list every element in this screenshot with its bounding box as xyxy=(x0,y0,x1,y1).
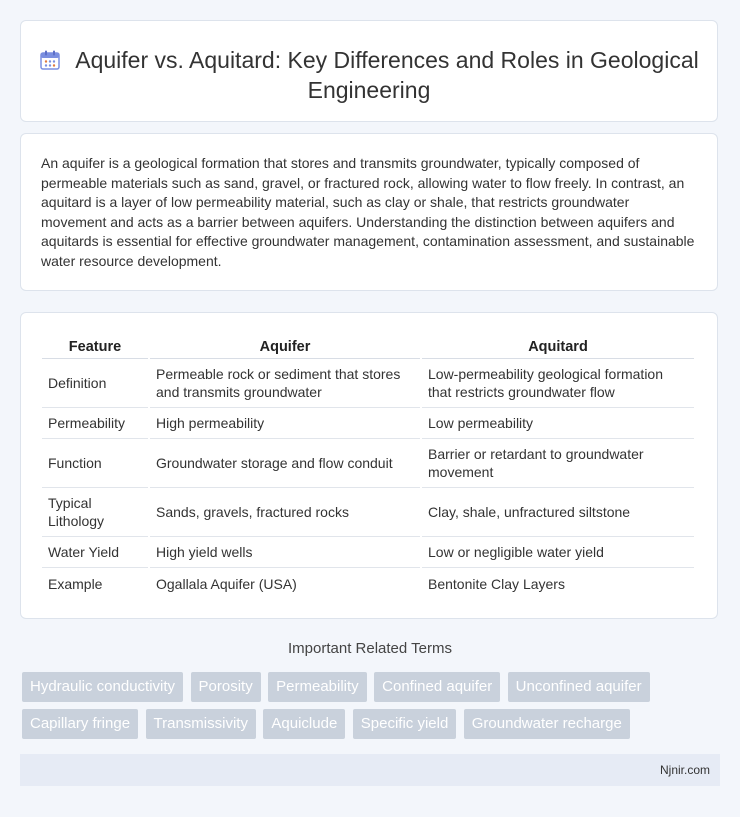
aquifer-cell: Ogallala Aquifer (USA) xyxy=(156,575,297,592)
term-tag[interactable]: Aquiclude xyxy=(263,709,345,739)
feature-cell: Water Yield xyxy=(42,537,148,568)
aquitard-cell: Low or negligible water yield xyxy=(422,537,694,568)
aquitard-cell: Barrier or retardant to groundwater movement xyxy=(422,439,694,488)
footer-bar xyxy=(20,754,720,786)
aquitard-cell: Low permeability xyxy=(422,408,694,439)
feature-cell: Example xyxy=(48,575,103,592)
feature-cell: Definition xyxy=(42,359,148,408)
footer-site[interactable]: Njnir.com xyxy=(659,763,710,777)
header-aquifer: Aquifer xyxy=(150,333,420,359)
aquifer-cell: Groundwater storage and flow conduit xyxy=(150,439,420,488)
intro-card xyxy=(20,133,718,291)
term-tag[interactable]: Groundwater recharge xyxy=(464,709,630,739)
page-title xyxy=(21,21,717,105)
aquifer-cell: Sands, gravels, fractured rocks xyxy=(150,488,420,537)
comparison-card xyxy=(20,312,718,619)
aquitard-cell: Low-permeability geological formation that restricts groundwater flow xyxy=(422,359,694,408)
calendar-icon xyxy=(39,49,61,71)
term-tag[interactable]: Porosity xyxy=(191,672,261,702)
term-tag[interactable]: Capillary fringe xyxy=(22,709,138,739)
feature-cell: Function xyxy=(42,439,148,488)
table-row xyxy=(42,359,694,408)
table-row xyxy=(42,488,694,537)
aquitard-cell: Bentonite Clay Layers xyxy=(428,575,565,592)
term-tag[interactable]: Confined aquifer xyxy=(374,672,500,702)
page-title-text: Aquifer vs. Aquitard: Key Differences and Roles in Geological Engineering xyxy=(75,47,699,103)
table-row xyxy=(42,439,694,488)
aquifer-cell: High permeability xyxy=(150,408,420,439)
aquitard-cell: Clay, shale, unfractured siltstone xyxy=(422,488,694,537)
term-tag[interactable]: Transmissivity xyxy=(146,709,256,739)
aquifer-cell: High yield wells xyxy=(150,537,420,568)
header-feature: Feature xyxy=(42,333,148,359)
intro-paragraph: An aquifer is a geological formation that stores and transmits groundwater, typically composed of permeable materials such as sand, gravel, or fractured rock, allowing water to flow freely. In contrast, an aquitard is a layer of low permeability material, such as clay or shale, that restricts groundwater movement and acts as a barrier between aquifers. Understanding the distinction between aquifers and aquitards is essential for effective groundwater management, contamination assessment, and sustainable water resource development. xyxy=(41,155,695,269)
table-row xyxy=(42,408,694,439)
term-tag[interactable]: Hydraulic conductivity xyxy=(22,672,183,702)
title-card xyxy=(20,20,718,122)
feature-cell: Typical Lithology xyxy=(42,488,148,537)
table-header-row xyxy=(42,333,694,359)
feature-cell: Permeability xyxy=(42,408,148,439)
term-tag[interactable]: Specific yield xyxy=(353,709,457,739)
table-row xyxy=(42,537,694,568)
header-aquitard: Aquitard xyxy=(422,333,694,359)
aquifer-cell: Permeable rock or sediment that stores and transmits groundwater xyxy=(150,359,420,408)
term-tag[interactable]: Unconfined aquifer xyxy=(508,672,650,702)
related-terms-list xyxy=(22,672,722,746)
table-row xyxy=(42,568,694,599)
related-terms-heading: Important Related Terms xyxy=(288,640,452,657)
comparison-table xyxy=(40,333,696,599)
term-tag[interactable]: Permeability xyxy=(268,672,367,702)
